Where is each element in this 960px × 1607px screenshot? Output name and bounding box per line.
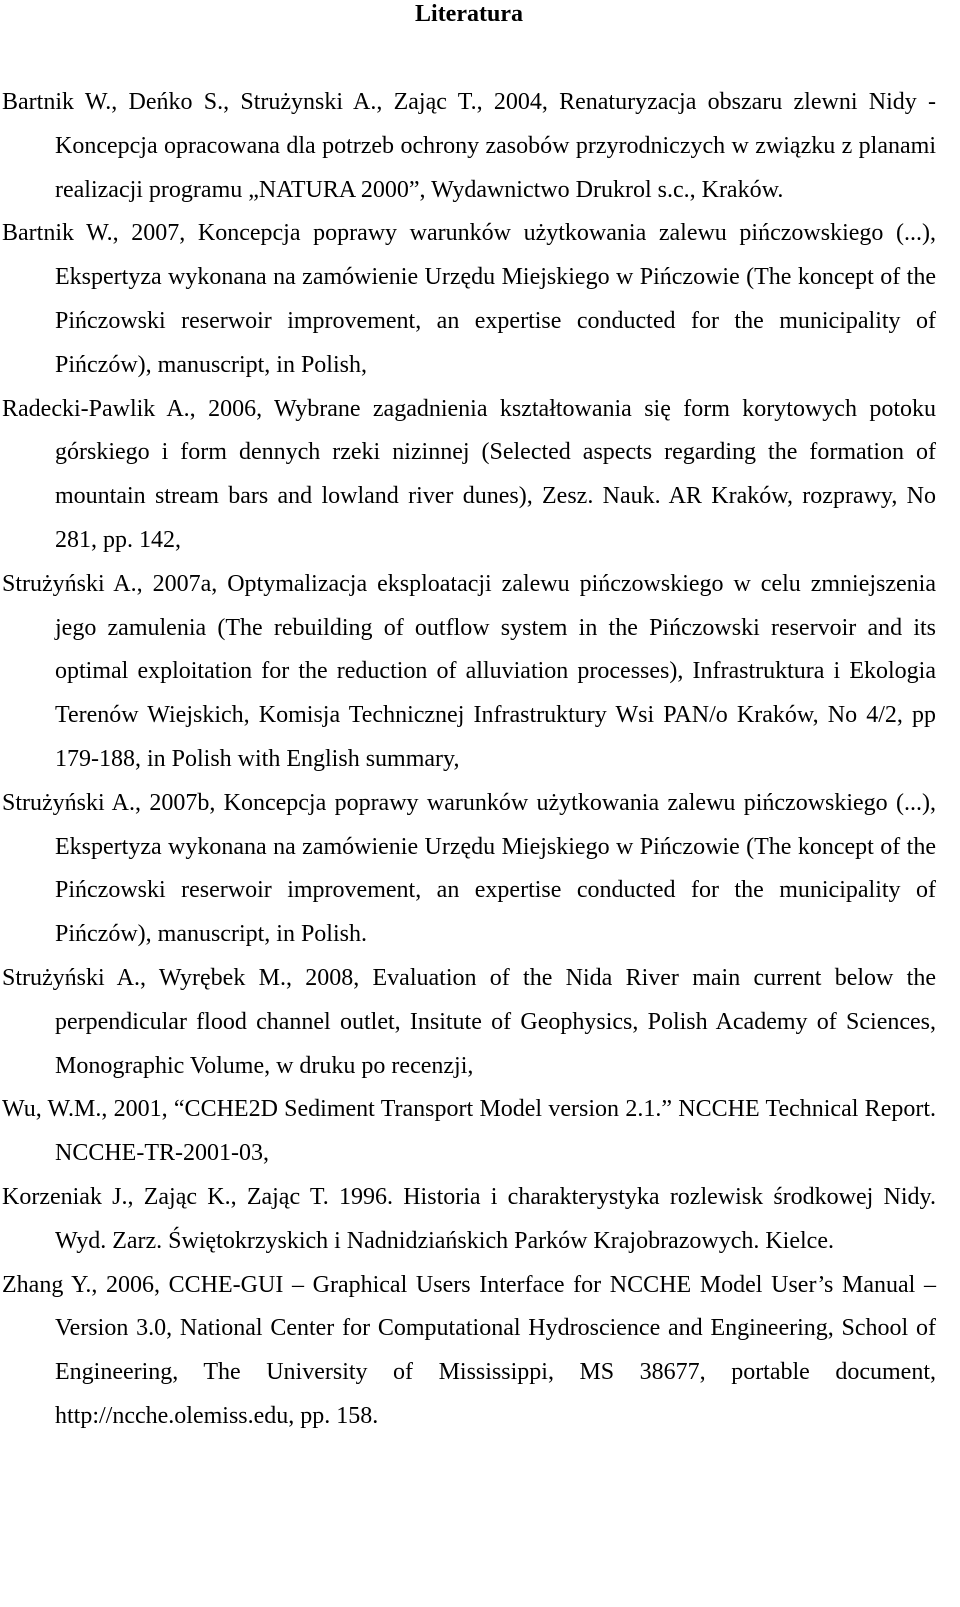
reference-item: Bartnik W., Deńko S., Strużynski A., Zając T., 2004, Renaturyzacja obszaru zlewni Nidy - Koncepcja opracowana dla potrzeb ochrony zasobów przyrodniczych w związku z planami realizacji programu „NATURA 2000”, Wydawnictwo Drukrol s.c., Kraków.: [2, 89, 936, 203]
reference-item: Korzeniak J., Zając K., Zając T. 1996. Historia i charakterystyka rozlewisk środkowej Nidy. Wyd. Zarz. Świętokrzyskich i Nadnidziańskich Parków Krajobrazowych. Kielce.: [2, 1183, 936, 1254]
reference-item: Bartnik W., 2007, Koncepcja poprawy warunków użytkowania zalewu pińczowskiego (...), Ekspertyza wykonana na zamówienie Urzędu Miejskiego w Pińczowie (The koncept of the Pińczowski reserwoir improvement, an expertise conducted for the municipality of Pińczów), manuscript, in Polish,: [2, 220, 936, 378]
reference-item: Radecki-Pawlik A., 2006, Wybrane zagadnienia kształtowania się form korytowych potoku górskiego i form dennych rzeki nizinnej (Selected aspects regarding the formation of mountain stream bars and lowland river dunes), Zesz. Nauk. AR Kraków, rozprawy, No 281, pp. 142,: [2, 395, 936, 553]
reference-item: Strużyński A., 2007a, Optymalizacja eksploatacji zalewu pińczowskiego w celu zmniejszenia jego zamulenia (The rebuilding of outflow system in the Pińczowski reservoir and its optimal exploitation for the reduction of alluviation processes), Infrastruktura i Ekologia Terenów Wiejskich, Komisja Technicznej Infrastruktury Wsi PAN/o Kraków, No 4/2, pp 179-188, in Polish with English summary,: [2, 570, 936, 772]
reference-item: Wu, W.M., 2001, “CCHE2D Sediment Transport Model version 2.1.” NCCHE Technical Report. NCCHE-TR-2001-03,: [2, 1096, 936, 1167]
reference-item: Strużyński A., 2007b, Koncepcja poprawy warunków użytkowania zalewu pińczowskiego (...), Ekspertyza wykonana na zamówienie Urzędu Miejskiego w Pińczowie (The koncept of the Pińczowski reserwoir improvement, an expertise conducted for the municipality of Pińczów), manuscript, in Polish.: [2, 789, 936, 948]
reference-item: Zhang Y., 2006, CCHE-GUI – Graphical Users Interface for NCCHE Model User’s Manual – Version 3.0, National Center for Computational Hydroscience and Engineering, School of Engineering, The University of Mississippi, MS 38677, portable document, http://ncche.olemiss.edu, pp. 158.: [2, 1271, 936, 1429]
page-title: Literatura: [415, 1, 523, 27]
reference-item: Strużyński A., Wyrębek M., 2008, Evaluation of the Nida River main current below the perpendicular flood channel outlet, Insitute of Geophysics, Polish Academy of Sciences, Monographic Volume, w druku po recenzji,: [2, 964, 936, 1079]
reference-list: [2, 81, 936, 1439]
